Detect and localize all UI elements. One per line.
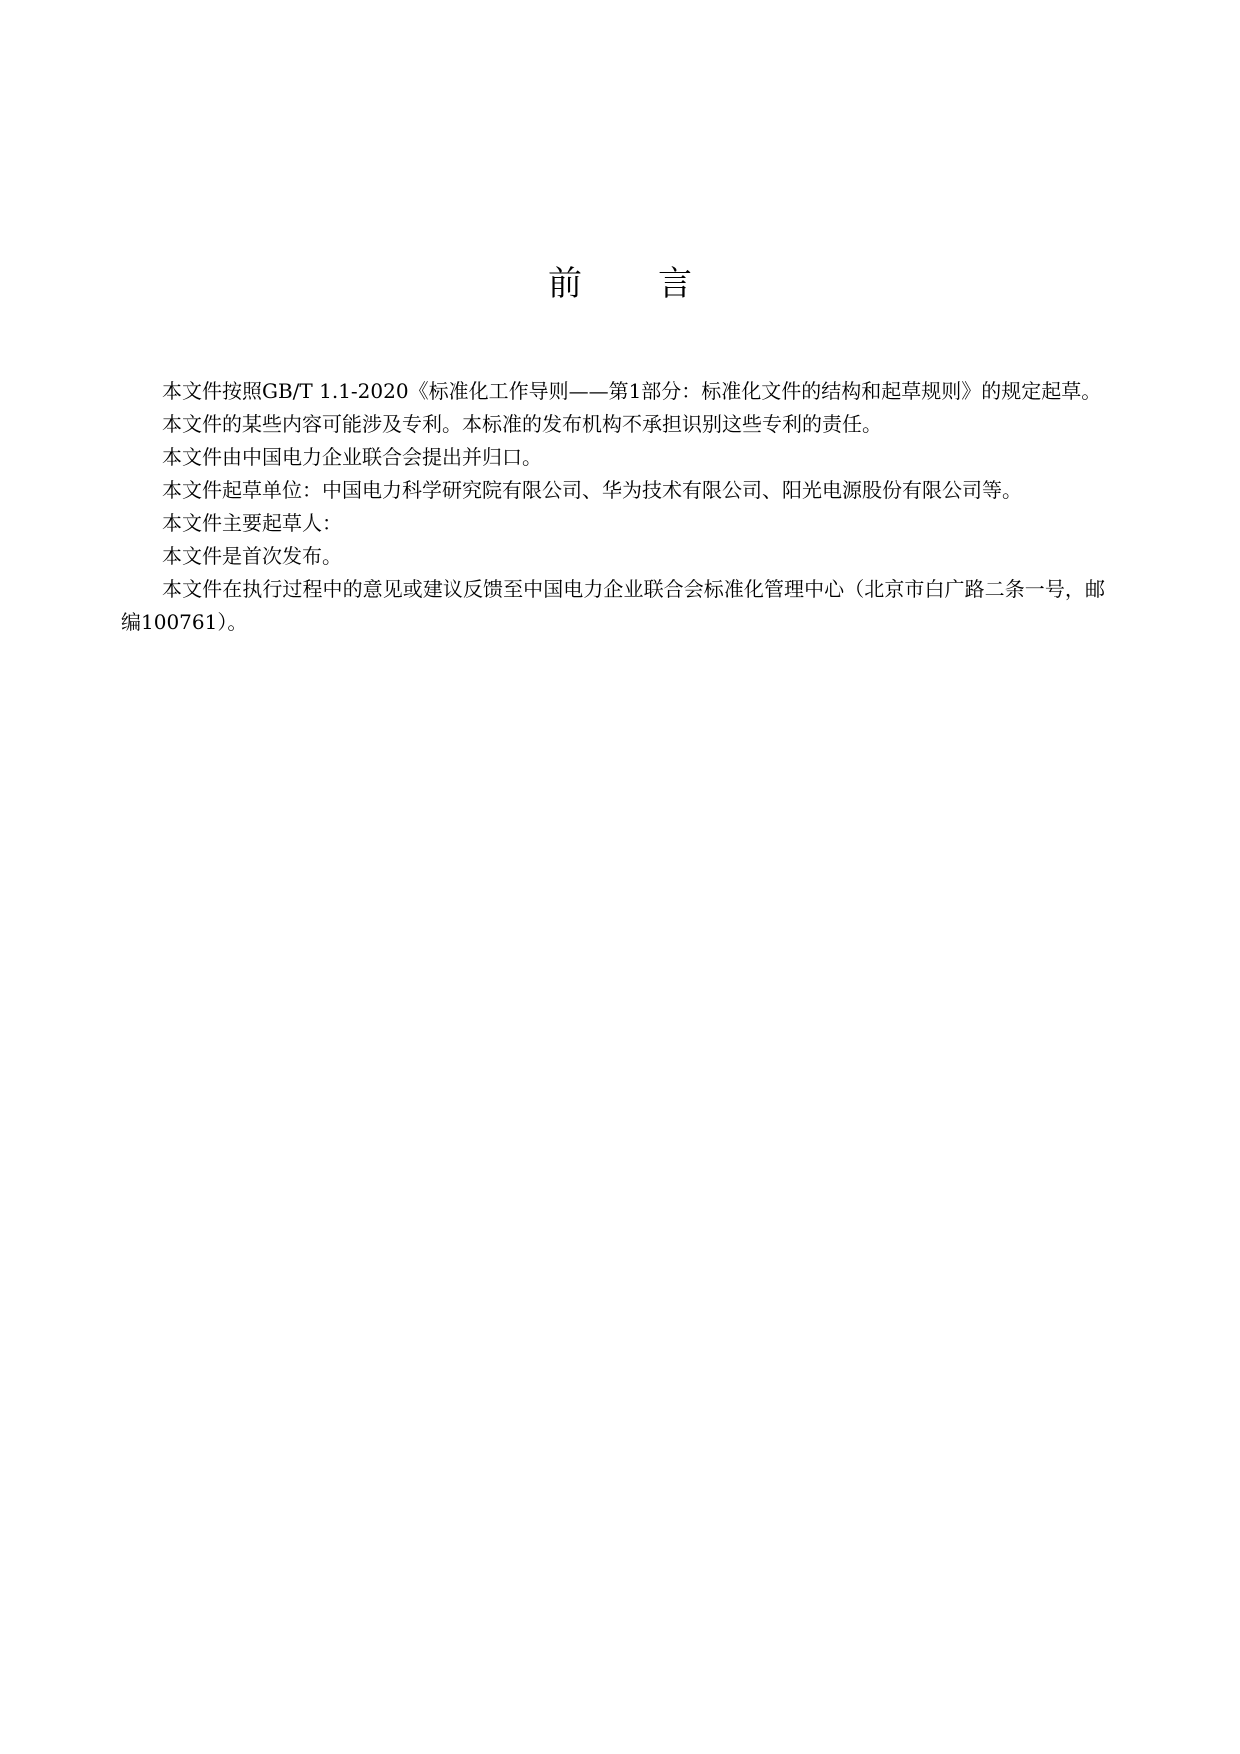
- paragraph-first-release: 本文件是首次发布。: [162, 544, 342, 568]
- paragraph-proposer: 本文件由中国电力企业联合会提出并归口。: [162, 445, 542, 469]
- page-title: 前言: [548, 264, 768, 304]
- paragraph-feedback: 本文件在执行过程中的意见或建议反馈至中国电力企业联合会标准化管理中心（北京市白广路二条一号，邮编100761）。: [121, 577, 1105, 634]
- paragraph-drafting-rules: 本文件按照GB/T 1.1-2020《标准化工作导则——第1部分：标准化文件的结构和起草规则》的规定起草。: [162, 379, 1102, 403]
- paragraph-drafters: 本文件主要起草人：: [162, 511, 342, 535]
- paragraph-patent-notice: 本文件的某些内容可能涉及专利。本标准的发布机构不承担识别这些专利的责任。: [162, 412, 882, 436]
- paragraph-drafting-units: 本文件起草单位：中国电力科学研究院有限公司、华为技术有限公司、阳光电源股份有限公司等。: [162, 478, 1022, 502]
- foreword-body: [121, 375, 1105, 639]
